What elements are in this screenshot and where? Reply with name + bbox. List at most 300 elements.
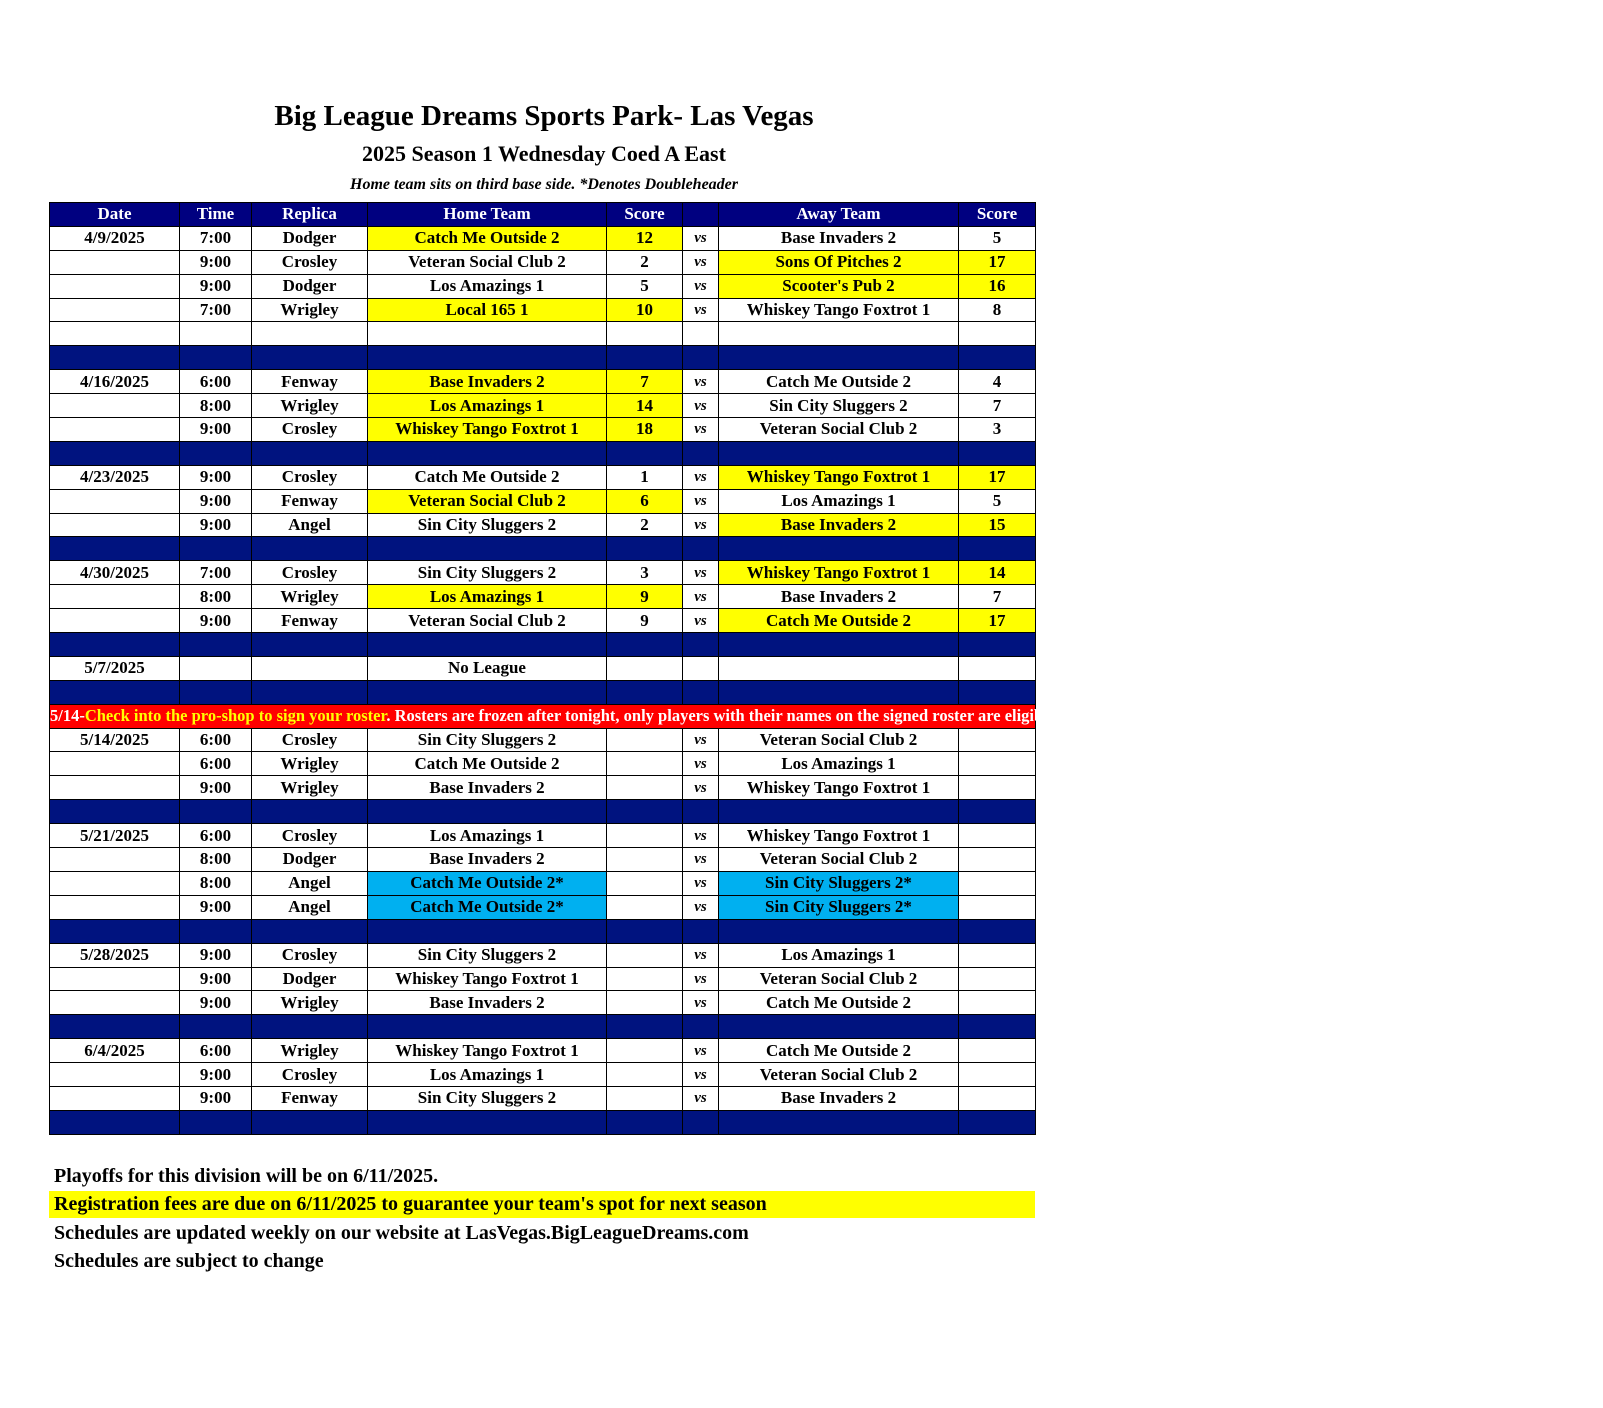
column-header-home-score: Score — [607, 203, 683, 227]
game-row — [50, 752, 1036, 776]
separator-cell — [607, 800, 683, 824]
game-row — [50, 824, 1036, 848]
away-team-cell: Whiskey Tango Foxtrot 1 — [719, 465, 959, 489]
time-cell: 9:00 — [180, 465, 252, 489]
date-cell — [50, 1086, 180, 1110]
time-cell: 8:00 — [180, 848, 252, 872]
separator-cell — [959, 633, 1036, 657]
separator-cell — [683, 1015, 719, 1039]
date-cell: 4/16/2025 — [50, 370, 180, 394]
away-score-cell: 7 — [959, 585, 1036, 609]
away-team-cell: Sons Of Pitches 2 — [719, 250, 959, 274]
away-score-cell: 8 — [959, 298, 1036, 322]
home-score-cell: 3 — [607, 561, 683, 585]
separator-cell — [368, 633, 607, 657]
date-cell — [50, 274, 180, 298]
away-score-cell: 16 — [959, 274, 1036, 298]
date-cell — [50, 585, 180, 609]
separator-cell — [368, 680, 607, 704]
separator-cell — [368, 1015, 607, 1039]
home-team-cell: Los Amazings 1 — [368, 1063, 607, 1087]
vs-cell: vs — [683, 298, 719, 322]
game-row — [50, 871, 1036, 895]
away-score-cell: 5 — [959, 226, 1036, 250]
time-cell: 6:00 — [180, 370, 252, 394]
game-row — [50, 943, 1036, 967]
field-cell: Wrigley — [252, 394, 368, 418]
home-score-cell — [607, 824, 683, 848]
game-row — [50, 776, 1036, 800]
separator-cell — [252, 919, 368, 943]
time-cell: 6:00 — [180, 824, 252, 848]
home-score-cell: 2 — [607, 250, 683, 274]
separator-cell — [252, 1110, 368, 1134]
home-score-cell: 10 — [607, 298, 683, 322]
separator-cell — [959, 1110, 1036, 1134]
vs-cell: vs — [683, 418, 719, 442]
page-title: Big League Dreams Sports Park- Las Vegas — [274, 100, 814, 132]
date-cell: 4/9/2025 — [50, 226, 180, 250]
date-cell — [50, 250, 180, 274]
time-cell: 7:00 — [180, 561, 252, 585]
separator-cell — [719, 537, 959, 561]
home-team-cell: Base Invaders 2 — [368, 848, 607, 872]
home-team-cell: Veteran Social Club 2 — [368, 609, 607, 633]
home-team-cell: Base Invaders 2 — [368, 991, 607, 1015]
vs-cell: vs — [683, 585, 719, 609]
week-separator-row — [50, 633, 1036, 657]
game-row — [50, 561, 1036, 585]
empty-cell — [252, 322, 368, 346]
home-team-cell: Catch Me Outside 2 — [368, 465, 607, 489]
home-score-cell: 9 — [607, 585, 683, 609]
away-score-cell — [959, 776, 1036, 800]
time-cell: 6:00 — [180, 752, 252, 776]
empty-cell — [180, 322, 252, 346]
time-cell: 7:00 — [180, 298, 252, 322]
date-cell — [50, 848, 180, 872]
separator-cell — [719, 800, 959, 824]
separator-cell — [368, 919, 607, 943]
separator-cell — [252, 800, 368, 824]
time-cell: 9:00 — [180, 609, 252, 633]
away-team-cell: Sin City Sluggers 2* — [719, 871, 959, 895]
notice-date-prefix: 5/14- — [50, 706, 85, 726]
game-row — [50, 274, 1036, 298]
away-score-cell — [959, 1086, 1036, 1110]
away-score-cell: 15 — [959, 513, 1036, 537]
away-team-cell: Los Amazings 1 — [719, 489, 959, 513]
table-header-row — [50, 203, 1036, 227]
separator-cell — [180, 800, 252, 824]
away-score-cell — [959, 991, 1036, 1015]
home-team-cell: Catch Me Outside 2* — [368, 895, 607, 919]
vs-cell: vs — [683, 465, 719, 489]
week-separator-row — [50, 1110, 1036, 1134]
away-score-cell: 4 — [959, 370, 1036, 394]
home-score-cell — [607, 991, 683, 1015]
column-header-vs — [683, 203, 719, 227]
away-team-cell: Base Invaders 2 — [719, 226, 959, 250]
away-score-cell — [959, 967, 1036, 991]
home-team-cell: Sin City Sluggers 2 — [368, 728, 607, 752]
date-cell — [50, 871, 180, 895]
away-team-cell: Scooter's Pub 2 — [719, 274, 959, 298]
registration-note: Registration fees are due on 6/11/2025 to guarantee your team's spot for next season — [49, 1191, 1035, 1218]
game-row — [50, 370, 1036, 394]
separator-cell — [252, 1015, 368, 1039]
separator-cell — [50, 800, 180, 824]
week-separator-row — [50, 919, 1036, 943]
game-row — [50, 991, 1036, 1015]
date-cell — [50, 1063, 180, 1087]
home-score-cell: 12 — [607, 226, 683, 250]
week-separator-row — [50, 441, 1036, 465]
away-score-cell — [959, 848, 1036, 872]
field-cell: Wrigley — [252, 585, 368, 609]
date-cell: 5/7/2025 — [50, 656, 180, 680]
column-header-time: Time — [180, 203, 252, 227]
separator-cell — [719, 633, 959, 657]
time-cell: 9:00 — [180, 991, 252, 1015]
separator-cell — [607, 346, 683, 370]
home-score-cell — [607, 848, 683, 872]
home-score-cell: 2 — [607, 513, 683, 537]
vs-cell: vs — [683, 871, 719, 895]
separator-cell — [719, 441, 959, 465]
separator-cell — [607, 633, 683, 657]
game-row — [50, 967, 1036, 991]
home-team-cell: Whiskey Tango Foxtrot 1 — [368, 1039, 607, 1063]
separator-cell — [368, 1110, 607, 1134]
date-cell — [50, 609, 180, 633]
game-row — [50, 513, 1036, 537]
separator-cell — [180, 346, 252, 370]
away-team-cell: Catch Me Outside 2 — [719, 370, 959, 394]
away-team-cell: Veteran Social Club 2 — [719, 967, 959, 991]
home-team-cell: Base Invaders 2 — [368, 370, 607, 394]
vs-cell: vs — [683, 776, 719, 800]
time-cell: 9:00 — [180, 274, 252, 298]
vs-cell: vs — [683, 895, 719, 919]
separator-cell — [180, 1015, 252, 1039]
away-team-cell: Catch Me Outside 2 — [719, 609, 959, 633]
week-separator-row — [50, 1015, 1036, 1039]
date-cell: 6/4/2025 — [50, 1039, 180, 1063]
date-cell — [50, 991, 180, 1015]
notice-body-text: . Rosters are frozen after tonight, only players with their names on the signed roster are eligible for playoffs. Please check carefully as changes will not be made for omissions. — [386, 706, 1603, 726]
time-cell: 9:00 — [180, 489, 252, 513]
field-cell: Crosley — [252, 943, 368, 967]
home-team-cell: Los Amazings 1 — [368, 274, 607, 298]
separator-cell — [252, 346, 368, 370]
vs-cell: vs — [683, 943, 719, 967]
vs-cell: vs — [683, 1039, 719, 1063]
away-team-cell: Veteran Social Club 2 — [719, 1063, 959, 1087]
away-team-cell: Veteran Social Club 2 — [719, 848, 959, 872]
home-score-cell — [607, 1086, 683, 1110]
separator-cell — [683, 680, 719, 704]
home-team-cell: Local 165 1 — [368, 298, 607, 322]
date-cell: 5/14/2025 — [50, 728, 180, 752]
home-score-cell: 5 — [607, 274, 683, 298]
vs-cell: vs — [683, 370, 719, 394]
empty-cell — [50, 322, 180, 346]
date-cell — [50, 513, 180, 537]
time-cell: 8:00 — [180, 394, 252, 418]
field-cell: Crosley — [252, 728, 368, 752]
away-score-cell: 5 — [959, 489, 1036, 513]
header-note: Home team sits on third base side. *Denotes Doubleheader — [350, 176, 738, 193]
separator-cell — [252, 680, 368, 704]
away-score-cell — [959, 943, 1036, 967]
date-cell — [50, 418, 180, 442]
game-row — [50, 489, 1036, 513]
home-score-cell — [607, 1063, 683, 1087]
away-team-cell: Whiskey Tango Foxtrot 1 — [719, 824, 959, 848]
away-score-cell: 17 — [959, 609, 1036, 633]
time-cell: 6:00 — [180, 728, 252, 752]
field-cell: Dodger — [252, 226, 368, 250]
page-subtitle: 2025 Season 1 Wednesday Coed A East — [362, 141, 726, 166]
separator-cell — [959, 1015, 1036, 1039]
away-score-cell — [959, 1063, 1036, 1087]
away-team-cell: Whiskey Tango Foxtrot 1 — [719, 298, 959, 322]
separator-cell — [607, 537, 683, 561]
away-team-cell: Sin City Sluggers 2 — [719, 394, 959, 418]
home-team-cell: Sin City Sluggers 2 — [368, 561, 607, 585]
separator-cell — [607, 680, 683, 704]
separator-cell — [252, 633, 368, 657]
vs-cell: vs — [683, 824, 719, 848]
home-score-cell — [607, 1039, 683, 1063]
home-score-cell: 9 — [607, 609, 683, 633]
empty-cell — [959, 656, 1036, 680]
column-header-home-team: Home Team — [368, 203, 607, 227]
home-team-cell: Los Amazings 1 — [368, 394, 607, 418]
empty-cell — [607, 322, 683, 346]
separator-cell — [252, 537, 368, 561]
home-team-cell: Los Amazings 1 — [368, 824, 607, 848]
separator-cell — [50, 1110, 180, 1134]
game-row — [50, 848, 1036, 872]
schedule-body — [50, 226, 1603, 1134]
separator-cell — [252, 441, 368, 465]
game-row — [50, 418, 1036, 442]
away-score-cell: 17 — [959, 465, 1036, 489]
notice-highlight-text: Check into the pro-shop to sign your roster — [84, 706, 387, 726]
empty-cell — [719, 656, 959, 680]
away-team-cell: Whiskey Tango Foxtrot 1 — [719, 561, 959, 585]
time-cell: 9:00 — [180, 513, 252, 537]
away-team-cell: Whiskey Tango Foxtrot 1 — [719, 776, 959, 800]
separator-cell — [683, 537, 719, 561]
away-team-cell: Catch Me Outside 2 — [719, 991, 959, 1015]
home-score-cell — [607, 967, 683, 991]
separator-cell — [50, 441, 180, 465]
field-cell: Wrigley — [252, 991, 368, 1015]
away-score-cell — [959, 895, 1036, 919]
separator-cell — [683, 1110, 719, 1134]
field-cell: Wrigley — [252, 1039, 368, 1063]
field-cell: Crosley — [252, 824, 368, 848]
separator-cell — [683, 346, 719, 370]
empty-cell — [683, 656, 719, 680]
away-team-cell: Los Amazings 1 — [719, 752, 959, 776]
away-score-cell: 3 — [959, 418, 1036, 442]
column-header-date: Date — [50, 203, 180, 227]
away-team-cell: Sin City Sluggers 2* — [719, 895, 959, 919]
home-score-cell: 18 — [607, 418, 683, 442]
field-cell: Crosley — [252, 465, 368, 489]
separator-cell — [719, 680, 959, 704]
home-team-cell: Catch Me Outside 2 — [368, 752, 607, 776]
date-cell — [50, 895, 180, 919]
away-team-cell: Veteran Social Club 2 — [719, 728, 959, 752]
date-cell: 5/21/2025 — [50, 824, 180, 848]
home-team-cell: Veteran Social Club 2 — [368, 250, 607, 274]
time-cell: 9:00 — [180, 895, 252, 919]
away-team-cell: Los Amazings 1 — [719, 943, 959, 967]
game-row — [50, 465, 1036, 489]
time-cell: 9:00 — [180, 1063, 252, 1087]
away-score-cell: 14 — [959, 561, 1036, 585]
home-score-cell: 6 — [607, 489, 683, 513]
separator-cell — [368, 346, 607, 370]
home-team-cell: Sin City Sluggers 2 — [368, 513, 607, 537]
playoffs-note: Playoffs for this division will be on 6/11/2025. — [54, 1165, 439, 1187]
home-team-cell: Sin City Sluggers 2 — [368, 943, 607, 967]
website-note: Schedules are updated weekly on our website at LasVegas.BigLeagueDreams.com — [54, 1222, 749, 1244]
empty-cell — [368, 322, 607, 346]
separator-cell — [50, 537, 180, 561]
week-separator-row — [50, 346, 1036, 370]
game-row — [50, 250, 1036, 274]
vs-cell: vs — [683, 226, 719, 250]
home-score-cell — [607, 895, 683, 919]
game-row — [50, 226, 1036, 250]
empty-cell — [719, 322, 959, 346]
field-cell: Angel — [252, 895, 368, 919]
time-cell: 6:00 — [180, 1039, 252, 1063]
separator-cell — [607, 919, 683, 943]
column-header-replica: Replica — [252, 203, 368, 227]
date-cell — [50, 967, 180, 991]
field-cell: Fenway — [252, 1086, 368, 1110]
game-row — [50, 728, 1036, 752]
away-score-cell — [959, 871, 1036, 895]
separator-cell — [683, 800, 719, 824]
field-cell: Crosley — [252, 418, 368, 442]
time-cell: 9:00 — [180, 943, 252, 967]
field-cell: Wrigley — [252, 752, 368, 776]
empty-cell — [683, 322, 719, 346]
field-cell: Fenway — [252, 489, 368, 513]
time-cell: 9:00 — [180, 967, 252, 991]
time-cell: 8:00 — [180, 871, 252, 895]
disclaimer-note: Schedules are subject to change — [54, 1250, 324, 1272]
separator-cell — [180, 680, 252, 704]
home-score-cell: 1 — [607, 465, 683, 489]
separator-cell — [50, 346, 180, 370]
game-row — [50, 1086, 1036, 1110]
game-row — [50, 585, 1036, 609]
game-row — [50, 1063, 1036, 1087]
home-score-cell — [607, 776, 683, 800]
empty-cell — [252, 656, 368, 680]
separator-cell — [959, 537, 1036, 561]
vs-cell: vs — [683, 848, 719, 872]
separator-cell — [683, 919, 719, 943]
vs-cell: vs — [683, 752, 719, 776]
separator-cell — [180, 441, 252, 465]
field-cell: Crosley — [252, 1063, 368, 1087]
vs-cell: vs — [683, 561, 719, 585]
home-team-cell: Whiskey Tango Foxtrot 1 — [368, 967, 607, 991]
separator-cell — [50, 919, 180, 943]
home-score-cell — [607, 728, 683, 752]
empty-cell — [959, 322, 1036, 346]
separator-cell — [180, 633, 252, 657]
separator-cell — [50, 633, 180, 657]
away-score-cell — [959, 728, 1036, 752]
separator-cell — [959, 680, 1036, 704]
home-score-cell — [607, 943, 683, 967]
away-score-cell — [959, 1039, 1036, 1063]
separator-cell — [607, 441, 683, 465]
separator-cell — [368, 537, 607, 561]
separator-cell — [368, 800, 607, 824]
date-cell: 4/30/2025 — [50, 561, 180, 585]
date-cell — [50, 489, 180, 513]
time-cell: 7:00 — [180, 226, 252, 250]
date-cell — [50, 776, 180, 800]
field-cell: Wrigley — [252, 298, 368, 322]
column-header-away-team: Away Team — [719, 203, 959, 227]
date-cell: 4/23/2025 — [50, 465, 180, 489]
home-team-cell: Veteran Social Club 2 — [368, 489, 607, 513]
game-row — [50, 1039, 1036, 1063]
field-cell: Dodger — [252, 274, 368, 298]
separator-cell — [180, 537, 252, 561]
away-score-cell: 17 — [959, 250, 1036, 274]
separator-cell — [719, 346, 959, 370]
no-league-row — [50, 656, 1036, 680]
game-row — [50, 895, 1036, 919]
home-team-cell: Los Amazings 1 — [368, 585, 607, 609]
separator-cell — [180, 1110, 252, 1134]
field-cell: Crosley — [252, 561, 368, 585]
vs-cell: vs — [683, 991, 719, 1015]
home-score-cell — [607, 871, 683, 895]
vs-cell: vs — [683, 967, 719, 991]
game-row — [50, 298, 1036, 322]
roster-notice — [50, 704, 1603, 728]
separator-cell — [50, 1015, 180, 1039]
column-header-away-score: Score — [959, 203, 1036, 227]
game-row — [50, 609, 1036, 633]
separator-cell — [368, 441, 607, 465]
vs-cell: vs — [683, 274, 719, 298]
separator-cell — [50, 680, 180, 704]
home-score-cell: 7 — [607, 370, 683, 394]
vs-cell: vs — [683, 513, 719, 537]
week-separator-row — [50, 680, 1036, 704]
time-cell: 9:00 — [180, 250, 252, 274]
field-cell: Crosley — [252, 250, 368, 274]
away-score-cell — [959, 752, 1036, 776]
home-team-cell: Catch Me Outside 2 — [368, 226, 607, 250]
